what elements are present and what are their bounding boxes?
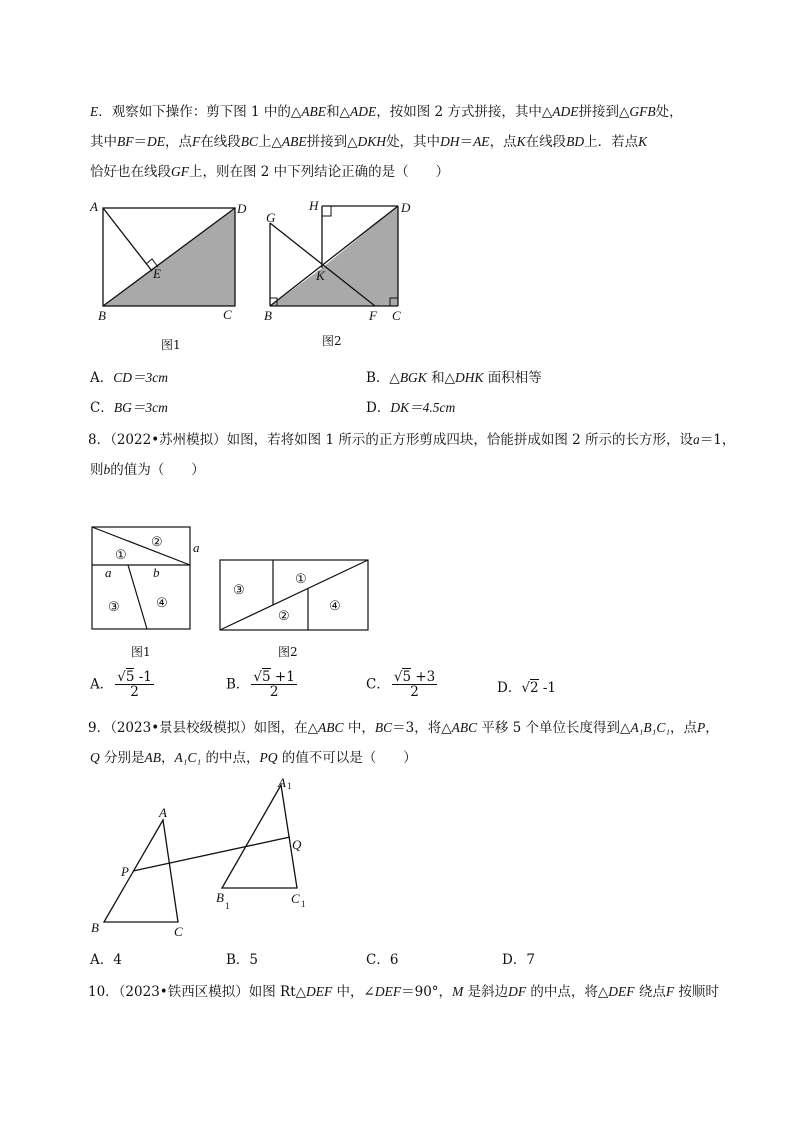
q9-label-b: B (91, 920, 99, 935)
q9-text-line1: 9．（2023•景县校级模拟）如图，在△ABC 中，BC＝3，将△ABC 平移 5 个单位长度得到△A₁B₁C₁，点P， (88, 720, 719, 736)
q7-fig1-segment-ae (103, 208, 152, 271)
q8-figure2 (218, 558, 373, 634)
q8-text-line2: 则b的值为（ ） (90, 462, 205, 478)
q7-option-d[interactable]: D．DK＝4.5cm (366, 400, 456, 416)
q9-label-a1-sub: 1 (287, 781, 292, 791)
q7-fig2-label-f: F (369, 308, 377, 323)
q8-fig1-label-b: b (153, 565, 160, 580)
q8-figure1 (90, 525, 210, 635)
q9-label-b1-sub: 1 (225, 901, 230, 911)
q7-fig2-caption: 图2 (322, 334, 342, 348)
q9-triangle-abc (104, 820, 178, 922)
q8-fig2-piece-3: ③ (233, 582, 245, 597)
q9-label-a1: A (278, 775, 286, 790)
q7-fig2-label-d: D (401, 200, 411, 215)
q7-fig2-label-k: K (316, 268, 325, 283)
q7-fig1-caption: 图1 (161, 338, 181, 352)
q9-option-d[interactable]: D．7 (502, 952, 535, 968)
q7-fig2-label-c: C (392, 308, 401, 323)
q7-figure2 (258, 196, 418, 326)
q8-fig1-diagonal-cut (92, 527, 190, 565)
q7-text-line3: 恰好也在线段GF上，则在图 2 中下列结论正确的是（ ） (90, 164, 450, 180)
q9-figure (88, 775, 318, 945)
q8-fig1-label-a-left: a (105, 565, 112, 580)
q7-fig1-label-e: E (153, 266, 161, 281)
q8-fig1-piece-2: ② (151, 534, 163, 549)
q7-fig1-label-d: D (237, 201, 247, 216)
q7-fig2-label-g: G (266, 210, 276, 225)
q8-fig1-piece-4: ④ (156, 595, 168, 610)
q7-option-b[interactable]: B．△BGK 和△DHK 面积相等 (366, 370, 542, 386)
q8-fig2-caption: 图2 (278, 645, 298, 659)
q7-fig1-label-a: A (90, 199, 98, 214)
q7-fig1-label-c: C (223, 307, 232, 322)
q7-fig2-label-h: H (309, 198, 319, 213)
q7-option-a[interactable]: A．CD＝3cm (90, 370, 168, 386)
q7-fig2-right-angle-h (322, 206, 331, 216)
q8-option-c[interactable]: C． $\frac{√5 +3}{2}$ (366, 669, 436, 700)
q9-label-c: C (174, 924, 183, 939)
q7-option-c[interactable]: C．BG＝3cm (90, 400, 168, 416)
q8-fig1-piece-1: ① (115, 547, 127, 562)
q9-label-a: A (159, 805, 167, 820)
q8-option-a[interactable]: A． $\frac{√5 -1}{2}$ (90, 669, 152, 700)
q10-text-line1: 10．（2023•铁西区模拟）如图 Rt△DEF 中，∠DEF＝90°，M 是斜边DF 的中点，将△DEF 绕点F 按顺时 (88, 984, 719, 1000)
q9-text-line2: Q 分别是AB，A₁C₁ 的中点，PQ 的值不可以是（ ） (90, 750, 417, 766)
q9-label-c1-sub: 1 (301, 899, 306, 909)
q8-option-d[interactable]: D．√2 -1 (497, 680, 556, 696)
q9-option-c[interactable]: C．6 (366, 952, 399, 968)
q9-option-a[interactable]: A．4 (90, 952, 122, 968)
q8-fig1-label-a-right: a (193, 540, 200, 555)
q7-fig1-label-b: B (98, 308, 106, 323)
q8-text-line1: 8．（2022•苏州模拟）如图，若将如图 1 所示的正方形剪成四块，恰能拼成如图 2 所示的长方形，设a＝1， (88, 432, 736, 448)
q9-triangle-a1b1c1 (222, 785, 297, 888)
q8-fig2-piece-2: ② (278, 608, 290, 623)
q8-fig2-piece-1: ① (295, 571, 307, 586)
q8-fig1-piece-3: ③ (108, 599, 120, 614)
q8-fig2-piece-4: ④ (329, 598, 341, 613)
q9-segment-pq (133, 837, 290, 871)
q9-option-b[interactable]: B．5 (226, 952, 259, 968)
q8-fig1-slanted-cut (128, 565, 147, 629)
q7-figure1 (90, 196, 250, 326)
q9-label-q: Q (292, 837, 302, 852)
q7-fig2-label-b: B (264, 308, 272, 323)
q9-label-c1: C (291, 891, 300, 906)
q7-text-line2: 其中BF＝DE，点F在线段BC上△ABE拼接到△DKH处，其中DH＝AE，点K在线段BD上．若点K (90, 134, 648, 150)
q9-label-b1: B (216, 890, 224, 905)
q9-label-p: P (121, 864, 129, 879)
q8-fig1-caption: 图1 (131, 645, 151, 659)
q8-option-b[interactable]: B． $\frac{√5 +1}{2}$ (226, 669, 295, 700)
q7-text-line1: E．观察如下操作：剪下图 1 中的△ABE和△ADE，按如图 2 方式拼接，其中△ADE拼接到△GFB处， (90, 104, 683, 120)
